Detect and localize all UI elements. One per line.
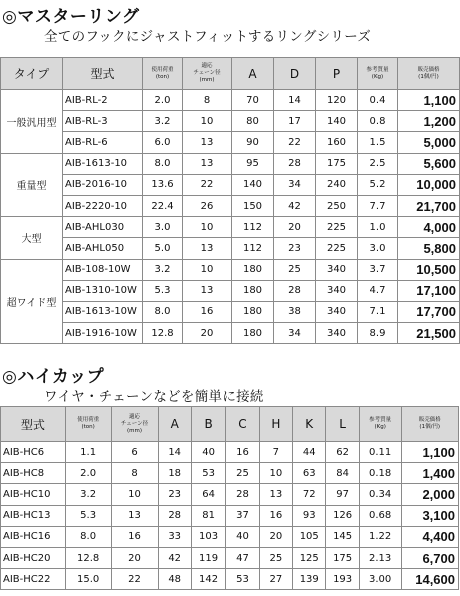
price-cell: 17,700 <box>398 301 460 322</box>
model-cell: AIB-1310-10W <box>63 280 143 301</box>
model-cell: AIB-2016-10 <box>63 174 143 195</box>
a-cell: 70 <box>232 90 274 111</box>
chain-cell: 13 <box>183 132 232 153</box>
load-cell: 8.0 <box>143 153 183 174</box>
a-cell: 80 <box>232 111 274 132</box>
p-cell: 340 <box>316 323 358 344</box>
table-row <box>1 174 460 195</box>
chain-cell: 22 <box>111 569 158 590</box>
model-cell: AIB-108-10W <box>63 259 143 280</box>
p-cell: 340 <box>316 259 358 280</box>
load-cell: 15.0 <box>65 569 111 590</box>
table-row <box>1 442 459 463</box>
c-cell: 25 <box>226 463 259 484</box>
price-cell: 10,000 <box>398 174 460 195</box>
h-cell: 25 <box>259 547 292 568</box>
k-cell: 63 <box>293 463 326 484</box>
b-cell: 64 <box>191 484 225 505</box>
p-cell: 340 <box>316 280 358 301</box>
category-cell: 超ワイド型 <box>1 259 63 344</box>
k-cell: 139 <box>293 569 326 590</box>
h-cell: 7 <box>259 442 292 463</box>
c-cell: 37 <box>226 505 259 526</box>
d-cell: 34 <box>274 323 316 344</box>
weight-cell: 4.7 <box>358 280 398 301</box>
chain-cell: 10 <box>183 217 232 238</box>
table-row <box>1 195 460 216</box>
p-cell: 120 <box>316 90 358 111</box>
d-cell: 14 <box>274 90 316 111</box>
p-cell: 160 <box>316 132 358 153</box>
price-cell: 1,400 <box>401 463 458 484</box>
load-cell: 3.0 <box>143 217 183 238</box>
hi-cup-table <box>0 406 459 590</box>
chain-cell: 13 <box>183 280 232 301</box>
header-model: 型式 <box>63 58 143 90</box>
load-cell: 3.2 <box>143 111 183 132</box>
p-cell: 250 <box>316 195 358 216</box>
price-cell: 1,100 <box>401 442 458 463</box>
c-cell: 40 <box>226 526 259 547</box>
a-cell: 180 <box>232 280 274 301</box>
weight-cell: 0.4 <box>358 90 398 111</box>
a-cell: 95 <box>232 153 274 174</box>
chain-cell: 13 <box>183 153 232 174</box>
chain-cell: 13 <box>183 238 232 259</box>
b-cell: 103 <box>191 526 225 547</box>
d-cell: 38 <box>274 301 316 322</box>
chain-cell: 20 <box>111 547 158 568</box>
header-price: 販売価格 (1個/円) <box>398 58 460 90</box>
load-cell: 22.4 <box>143 195 183 216</box>
p-cell: 175 <box>316 153 358 174</box>
model-cell: AIB-HC20 <box>1 547 66 568</box>
a-cell: 150 <box>232 195 274 216</box>
p-cell: 140 <box>316 111 358 132</box>
d-cell: 17 <box>274 111 316 132</box>
table-row <box>1 238 460 259</box>
a-cell: 180 <box>232 259 274 280</box>
load-cell: 12.8 <box>143 323 183 344</box>
header-model: 型式 <box>1 407 66 442</box>
load-cell: 3.2 <box>65 484 111 505</box>
header-h: H <box>259 407 292 442</box>
chain-cell: 22 <box>183 174 232 195</box>
h-cell: 27 <box>259 569 292 590</box>
header-b: B <box>191 407 225 442</box>
chain-cell: 13 <box>111 505 158 526</box>
model-cell: AIB-HC22 <box>1 569 66 590</box>
table-row <box>1 132 460 153</box>
load-cell: 2.0 <box>65 463 111 484</box>
table-row <box>1 505 459 526</box>
l-cell: 62 <box>326 442 359 463</box>
weight-cell: 0.11 <box>359 442 401 463</box>
model-cell: AIB-RL-3 <box>63 111 143 132</box>
load-cell: 2.0 <box>143 90 183 111</box>
b-cell: 53 <box>191 463 225 484</box>
table-row <box>1 259 460 280</box>
a-cell: 28 <box>158 505 191 526</box>
a-cell: 112 <box>232 217 274 238</box>
c-cell: 47 <box>226 547 259 568</box>
b-cell: 119 <box>191 547 225 568</box>
price-cell: 5,800 <box>398 238 460 259</box>
header-l: L <box>326 407 359 442</box>
b-cell: 142 <box>191 569 225 590</box>
l-cell: 97 <box>326 484 359 505</box>
load-cell: 12.8 <box>65 547 111 568</box>
load-cell: 13.6 <box>143 174 183 195</box>
model-cell: AIB-HC10 <box>1 484 66 505</box>
header-price: 販売価格 (1個/円) <box>401 407 458 442</box>
weight-cell: 0.34 <box>359 484 401 505</box>
l-cell: 126 <box>326 505 359 526</box>
table-row <box>1 280 460 301</box>
a-cell: 180 <box>232 323 274 344</box>
section-title-hi-cup: ◎ハイカップ <box>2 367 105 387</box>
header-weight: 参考質量 (Kg) <box>359 407 401 442</box>
weight-cell: 2.5 <box>358 153 398 174</box>
weight-cell: 3.0 <box>358 238 398 259</box>
category-cell: 重量型 <box>1 153 63 217</box>
price-cell: 17,100 <box>398 280 460 301</box>
load-cell: 5.3 <box>143 280 183 301</box>
chain-cell: 10 <box>111 484 158 505</box>
a-cell: 18 <box>158 463 191 484</box>
a-cell: 180 <box>232 301 274 322</box>
weight-cell: 3.00 <box>359 569 401 590</box>
table-row <box>1 463 459 484</box>
a-cell: 48 <box>158 569 191 590</box>
header-a: A <box>232 58 274 90</box>
load-cell: 8.0 <box>65 526 111 547</box>
load-cell: 5.3 <box>65 505 111 526</box>
a-cell: 90 <box>232 132 274 153</box>
model-cell: AIB-HC16 <box>1 526 66 547</box>
h-cell: 16 <box>259 505 292 526</box>
price-cell: 10,500 <box>398 259 460 280</box>
d-cell: 20 <box>274 217 316 238</box>
hi-cup-header-row <box>1 407 459 442</box>
category-cell: 一般汎用型 <box>1 90 63 154</box>
table-row <box>1 569 459 590</box>
d-cell: 42 <box>274 195 316 216</box>
price-cell: 6,700 <box>401 547 458 568</box>
k-cell: 105 <box>293 526 326 547</box>
h-cell: 13 <box>259 484 292 505</box>
chain-cell: 16 <box>183 301 232 322</box>
model-cell: AIB-HC13 <box>1 505 66 526</box>
l-cell: 175 <box>326 547 359 568</box>
c-cell: 16 <box>226 442 259 463</box>
d-cell: 22 <box>274 132 316 153</box>
weight-cell: 7.7 <box>358 195 398 216</box>
price-cell: 5,600 <box>398 153 460 174</box>
model-cell: AIB-RL-6 <box>63 132 143 153</box>
chain-cell: 8 <box>183 90 232 111</box>
header-a: A <box>158 407 191 442</box>
header-k: K <box>293 407 326 442</box>
model-cell: AIB-1613-10W <box>63 301 143 322</box>
model-cell: AIB-HC6 <box>1 442 66 463</box>
price-cell: 5,000 <box>398 132 460 153</box>
c-cell: 28 <box>226 484 259 505</box>
price-cell: 4,400 <box>401 526 458 547</box>
table-row <box>1 90 460 111</box>
a-cell: 33 <box>158 526 191 547</box>
chain-cell: 10 <box>183 111 232 132</box>
weight-cell: 1.5 <box>358 132 398 153</box>
weight-cell: 0.18 <box>359 463 401 484</box>
d-cell: 34 <box>274 174 316 195</box>
d-cell: 28 <box>274 153 316 174</box>
b-cell: 40 <box>191 442 225 463</box>
table-row <box>1 111 460 132</box>
weight-cell: 1.0 <box>358 217 398 238</box>
price-cell: 1,100 <box>398 90 460 111</box>
weight-cell: 1.22 <box>359 526 401 547</box>
price-cell: 4,000 <box>398 217 460 238</box>
k-cell: 125 <box>293 547 326 568</box>
table-row <box>1 547 459 568</box>
c-cell: 53 <box>226 569 259 590</box>
header-chain: 適応 チェーン径 (mm) <box>183 58 232 90</box>
chain-cell: 16 <box>111 526 158 547</box>
model-cell: AIB-AHL030 <box>63 217 143 238</box>
category-cell: 大型 <box>1 217 63 259</box>
chain-cell: 8 <box>111 463 158 484</box>
header-c: C <box>226 407 259 442</box>
k-cell: 44 <box>293 442 326 463</box>
model-cell: AIB-AHL050 <box>63 238 143 259</box>
h-cell: 20 <box>259 526 292 547</box>
chain-cell: 26 <box>183 195 232 216</box>
l-cell: 145 <box>326 526 359 547</box>
d-cell: 23 <box>274 238 316 259</box>
section-title-master-ring: ◎マスターリング <box>2 7 140 27</box>
price-cell: 3,100 <box>401 505 458 526</box>
p-cell: 225 <box>316 217 358 238</box>
weight-cell: 5.2 <box>358 174 398 195</box>
header-type: タイプ <box>1 58 63 90</box>
header-load: 使用荷重 (ton) <box>143 58 183 90</box>
header-p: P <box>316 58 358 90</box>
price-cell: 2,000 <box>401 484 458 505</box>
table-row <box>1 484 459 505</box>
a-cell: 14 <box>158 442 191 463</box>
header-weight: 参考質量 (Kg) <box>358 58 398 90</box>
model-cell: AIB-RL-2 <box>63 90 143 111</box>
p-cell: 225 <box>316 238 358 259</box>
a-cell: 140 <box>232 174 274 195</box>
d-cell: 28 <box>274 280 316 301</box>
load-cell: 3.2 <box>143 259 183 280</box>
h-cell: 10 <box>259 463 292 484</box>
d-cell: 25 <box>274 259 316 280</box>
price-cell: 21,500 <box>398 323 460 344</box>
master-ring-header-row <box>1 58 460 90</box>
model-cell: AIB-1916-10W <box>63 323 143 344</box>
model-cell: AIB-2220-10 <box>63 195 143 216</box>
load-cell: 1.1 <box>65 442 111 463</box>
load-cell: 6.0 <box>143 132 183 153</box>
a-cell: 42 <box>158 547 191 568</box>
weight-cell: 7.1 <box>358 301 398 322</box>
table-row <box>1 526 459 547</box>
header-load: 使用荷重 (ton) <box>65 407 111 442</box>
model-cell: AIB-1613-10 <box>63 153 143 174</box>
master-ring-table <box>0 57 460 344</box>
weight-cell: 0.8 <box>358 111 398 132</box>
b-cell: 81 <box>191 505 225 526</box>
weight-cell: 8.9 <box>358 323 398 344</box>
chain-cell: 10 <box>183 259 232 280</box>
k-cell: 72 <box>293 484 326 505</box>
price-cell: 14,600 <box>401 569 458 590</box>
p-cell: 340 <box>316 301 358 322</box>
price-cell: 1,200 <box>398 111 460 132</box>
header-d: D <box>274 58 316 90</box>
section-subtitle-hi-cup: ワイヤ・チェーンなどを簡単に接続 <box>44 389 264 405</box>
a-cell: 23 <box>158 484 191 505</box>
table-row <box>1 323 460 344</box>
k-cell: 93 <box>293 505 326 526</box>
price-cell: 21,700 <box>398 195 460 216</box>
l-cell: 84 <box>326 463 359 484</box>
model-cell: AIB-HC8 <box>1 463 66 484</box>
l-cell: 193 <box>326 569 359 590</box>
a-cell: 112 <box>232 238 274 259</box>
p-cell: 240 <box>316 174 358 195</box>
table-row <box>1 301 460 322</box>
table-row <box>1 217 460 238</box>
weight-cell: 0.68 <box>359 505 401 526</box>
section-subtitle-master-ring: 全てのフックにジャストフィットするリングシリーズ <box>44 29 372 45</box>
header-chain: 適応 チェーン径 (mm) <box>111 407 158 442</box>
weight-cell: 2.13 <box>359 547 401 568</box>
chain-cell: 20 <box>183 323 232 344</box>
weight-cell: 3.7 <box>358 259 398 280</box>
chain-cell: 6 <box>111 442 158 463</box>
load-cell: 5.0 <box>143 238 183 259</box>
load-cell: 8.0 <box>143 301 183 322</box>
table-row <box>1 153 460 174</box>
